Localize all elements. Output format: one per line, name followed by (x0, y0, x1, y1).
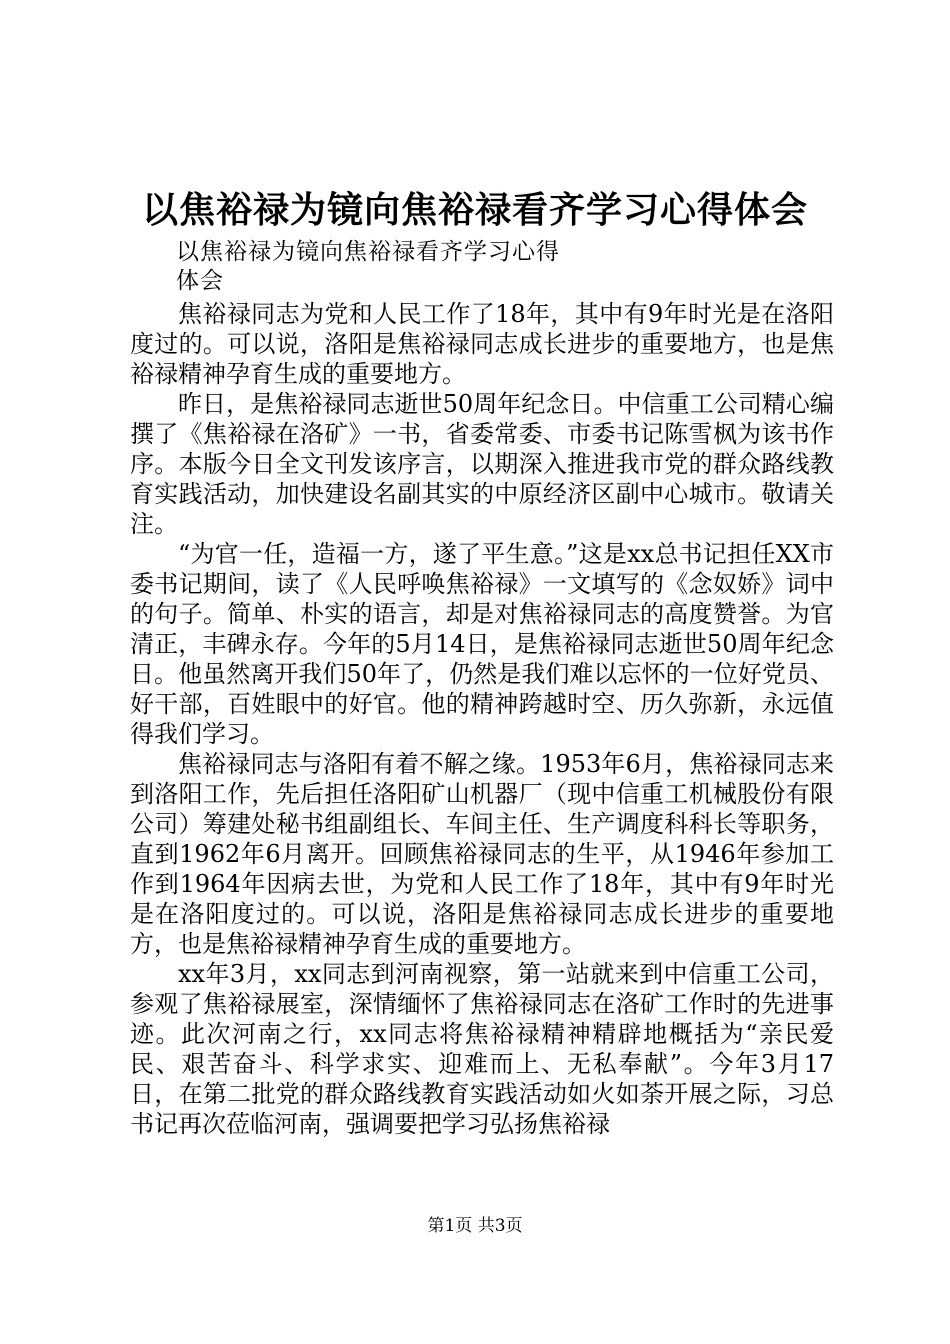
page-number-footer: 第1页 共3页 (427, 1216, 523, 1236)
paragraph-4: 焦裕禄同志与洛阳有着不解之缘。1953年6月，焦裕禄同志来到洛阳工作，先后担任洛阳矿山机器厂（现中信重工机械股份有限公司）筹建处秘书组副组长、车间主任、生产调度科科长等职务，直到1962年6月离开。回顾焦裕禄同志的生平，从1946年参加工作到1964年因病去世，为党和人民工作了18年，其中有9年时光是在洛阳度过的。可以说，洛阳是焦裕禄同志成长进步的重要地方，也是焦裕禄精神孕育生成的重要地方。 (130, 750, 834, 958)
paragraph-3: “为官一任，造福一方，遂了平生意。”这是xx总书记担任XX市委书记期间，读了《人民呼唤焦裕禄》一文填写的《念奴娇》词中的句子。简单、朴实的语言，却是对焦裕禄同志的高度赞誉。为官清正，丰碑永存。今年的5月14日，是焦裕禄同志逝世50周年纪念日。他虽然离开我们50年了，仍然是我们难以忘怀的一位好党员、好干部，百姓眼中的好官。他的精神跨越时空、历久弥新，永远值得我们学习。 (130, 540, 834, 748)
paragraph-2: 昨日，是焦裕禄同志逝世50周年纪念日。中信重工公司精心编撰了《焦裕禄在洛矿》一书，省委常委、市委书记陈雪枫为该书作序。本版今日全文刊发该序言，以期深入推进我市党的群众路线教育实践活动，加快建设名副其实的中原经济区副中心城市。敬请关注。 (130, 390, 834, 538)
paragraph-1: 焦裕禄同志为党和人民工作了18年，其中有9年时光是在洛阳度过的。可以说，洛阳是焦裕禄同志成长进步的重要地方，也是焦裕禄精神孕育生成的重要地方。 (130, 300, 834, 388)
document-subtitle (176, 238, 560, 296)
subtitle-line-2: 体会 (176, 268, 224, 294)
document-body (130, 299, 834, 1139)
subtitle-line-1: 以焦裕禄为镜向焦裕禄看齐学习心得 (176, 239, 560, 265)
paragraph-5: xx年3月，xx同志到河南视察，第一站就来到中信重工公司，参观了焦裕禄展室，深情缅怀了焦裕禄同志在洛矿工作时的先进事迹。此次河南之行，xx同志将焦裕禄精神精辟地概括为“亲民爱民、艰苦奋斗、科学求实、迎难而上、无私奉献”。今年3月17日，在第二批党的群众路线教育实践活动如火如荼开展之际，习总书记再次莅临河南，强调要把学习弘扬焦裕禄 (130, 960, 834, 1138)
document-title: 以焦裕禄为镜向焦裕禄看齐学习心得体会 (141, 189, 808, 231)
